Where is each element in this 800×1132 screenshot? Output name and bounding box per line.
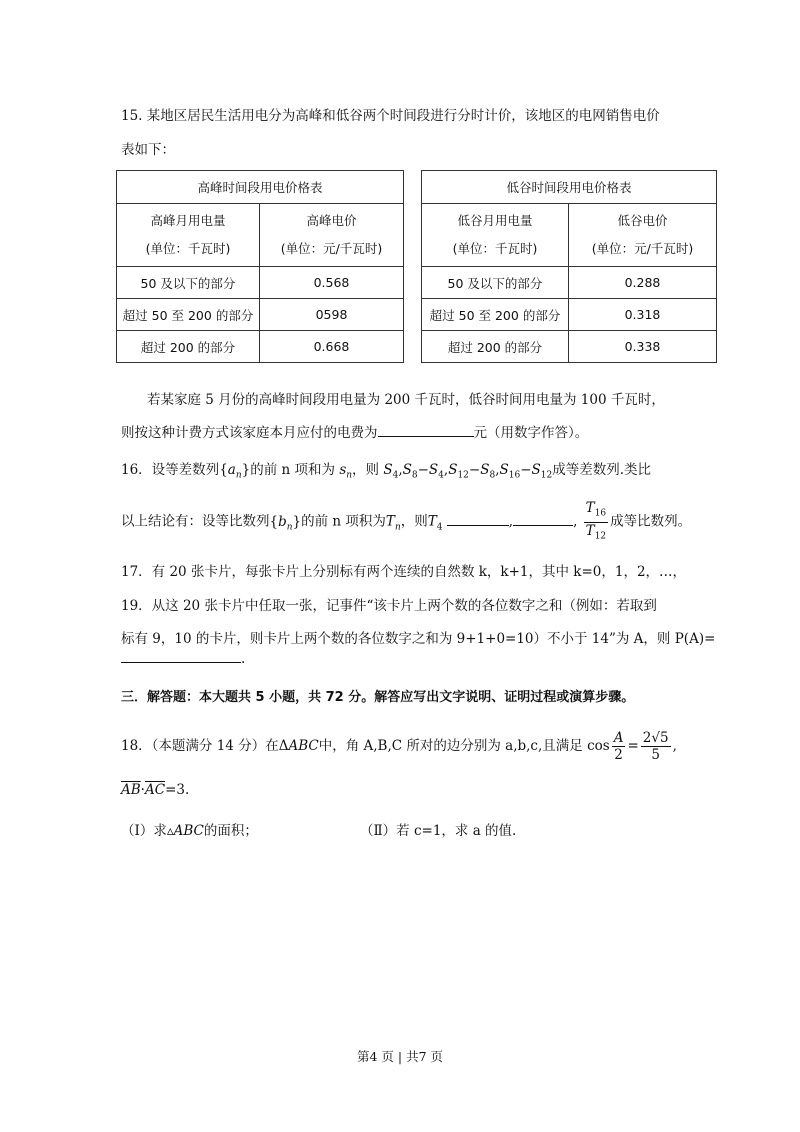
q18-part1: （Ⅰ）求▵ABC的面积；: [121, 823, 258, 839]
table-row: 超过 200 的部分 0.338: [422, 331, 717, 363]
peak-col2-unit: (单位：元/千瓦时): [280, 241, 383, 256]
peak-price-table: [116, 170, 404, 363]
table-row: 50 及以下的部分 0.288: [422, 267, 717, 299]
peak-col1-unit: (单位：千瓦时): [145, 241, 231, 256]
valley-table-title: 低谷时间段用电价格表: [422, 171, 717, 204]
valley-col2-unit: (单位：元/千瓦时): [591, 241, 694, 256]
q15-line2: 表如下：: [121, 142, 175, 158]
answer-blank: [378, 424, 474, 437]
valley-col1-header: 低谷月用电量: [457, 213, 533, 228]
page-footer: 第4 页 | 共7 页: [356, 1049, 443, 1064]
valley-price-table: [421, 170, 717, 363]
table-row: 50 及以下的部分 0.568: [117, 267, 404, 299]
peak-table-title: 高峰时间段用电价格表: [117, 171, 404, 204]
q17-line1: 17．有 20 张卡片，每张卡片上分别标有两个连续的自然数 k，k+1，其中 k=0，1，2，…，: [121, 564, 687, 580]
valley-col2-header: 低谷电价: [617, 213, 668, 228]
q16-line1: 16．设等差数列$\{a_n\}$的前 n 项和为 $s_n$，则 $S_4,S_8-S_4,S_{12}-S_8,S_{16}-S_{12}$成等差数列.类比: [121, 462, 652, 481]
peak-col2-header: 高峰电价: [306, 213, 357, 228]
table-row: 超过 200 的部分 0.668: [117, 331, 404, 363]
peak-col1-header: 高峰月用电量: [150, 213, 226, 228]
table-row: 超过 50 至 200 的部分 0.318: [422, 299, 717, 331]
q15-question: 则按这种计费方式该家庭本月应付的电费为 元（用数字作答）。: [121, 425, 589, 441]
q17-line2: 19．从这 20 张卡片中任取一张，记事件“该卡片上两个数的各位数字之和（例如：若取到: [121, 598, 657, 614]
q17-line3: 标有 9，10 的卡片，则卡片上两个数的各位数字之和为 9+1+0=10）不小于 14”为 A，则 P(A)=: [121, 631, 716, 647]
q18-part2: （Ⅱ）若 c=1，求 a 的值.: [360, 823, 517, 839]
valley-col1-unit: (单位：千瓦时): [452, 241, 538, 256]
q16-line2: 以上结论有：设等比数列$\{b_n\}$的前 n 项积为$T_n$，则$T_4$ , , $\frac{T_{16}}{T_{12}}$ 成等比数列。: [121, 500, 692, 542]
q17-answer-blank: .: [121, 650, 245, 667]
q18-line1: 18．（本题满分 14 分）在ΔABC中，角 A,B,C 所对的边分别为 a,b,c,且满足 cos $\frac{A}{2}$ = $\frac{2√5}{5}$ ,: [121, 730, 677, 763]
q18-vector-condition: $\overline{AB}\cdot\overline{AC}=3$.: [121, 782, 190, 798]
q15-line1: 15. 某地区居民生活用电分为高峰和低谷两个时间段进行分时计价，该地区的电网销售电价: [121, 108, 660, 124]
q15-condition: 若某家庭 5 月份的高峰时间段用电量为 200 千瓦时，低谷时间用电量为 100 千瓦时，: [147, 392, 665, 408]
table-row: 超过 50 至 200 的部分 0598: [117, 299, 404, 331]
section-heading: 三．解答题：本大题共 5 小题，共 72 分。解答应写出文字说明、证明过程或演算步骤。: [121, 690, 635, 705]
